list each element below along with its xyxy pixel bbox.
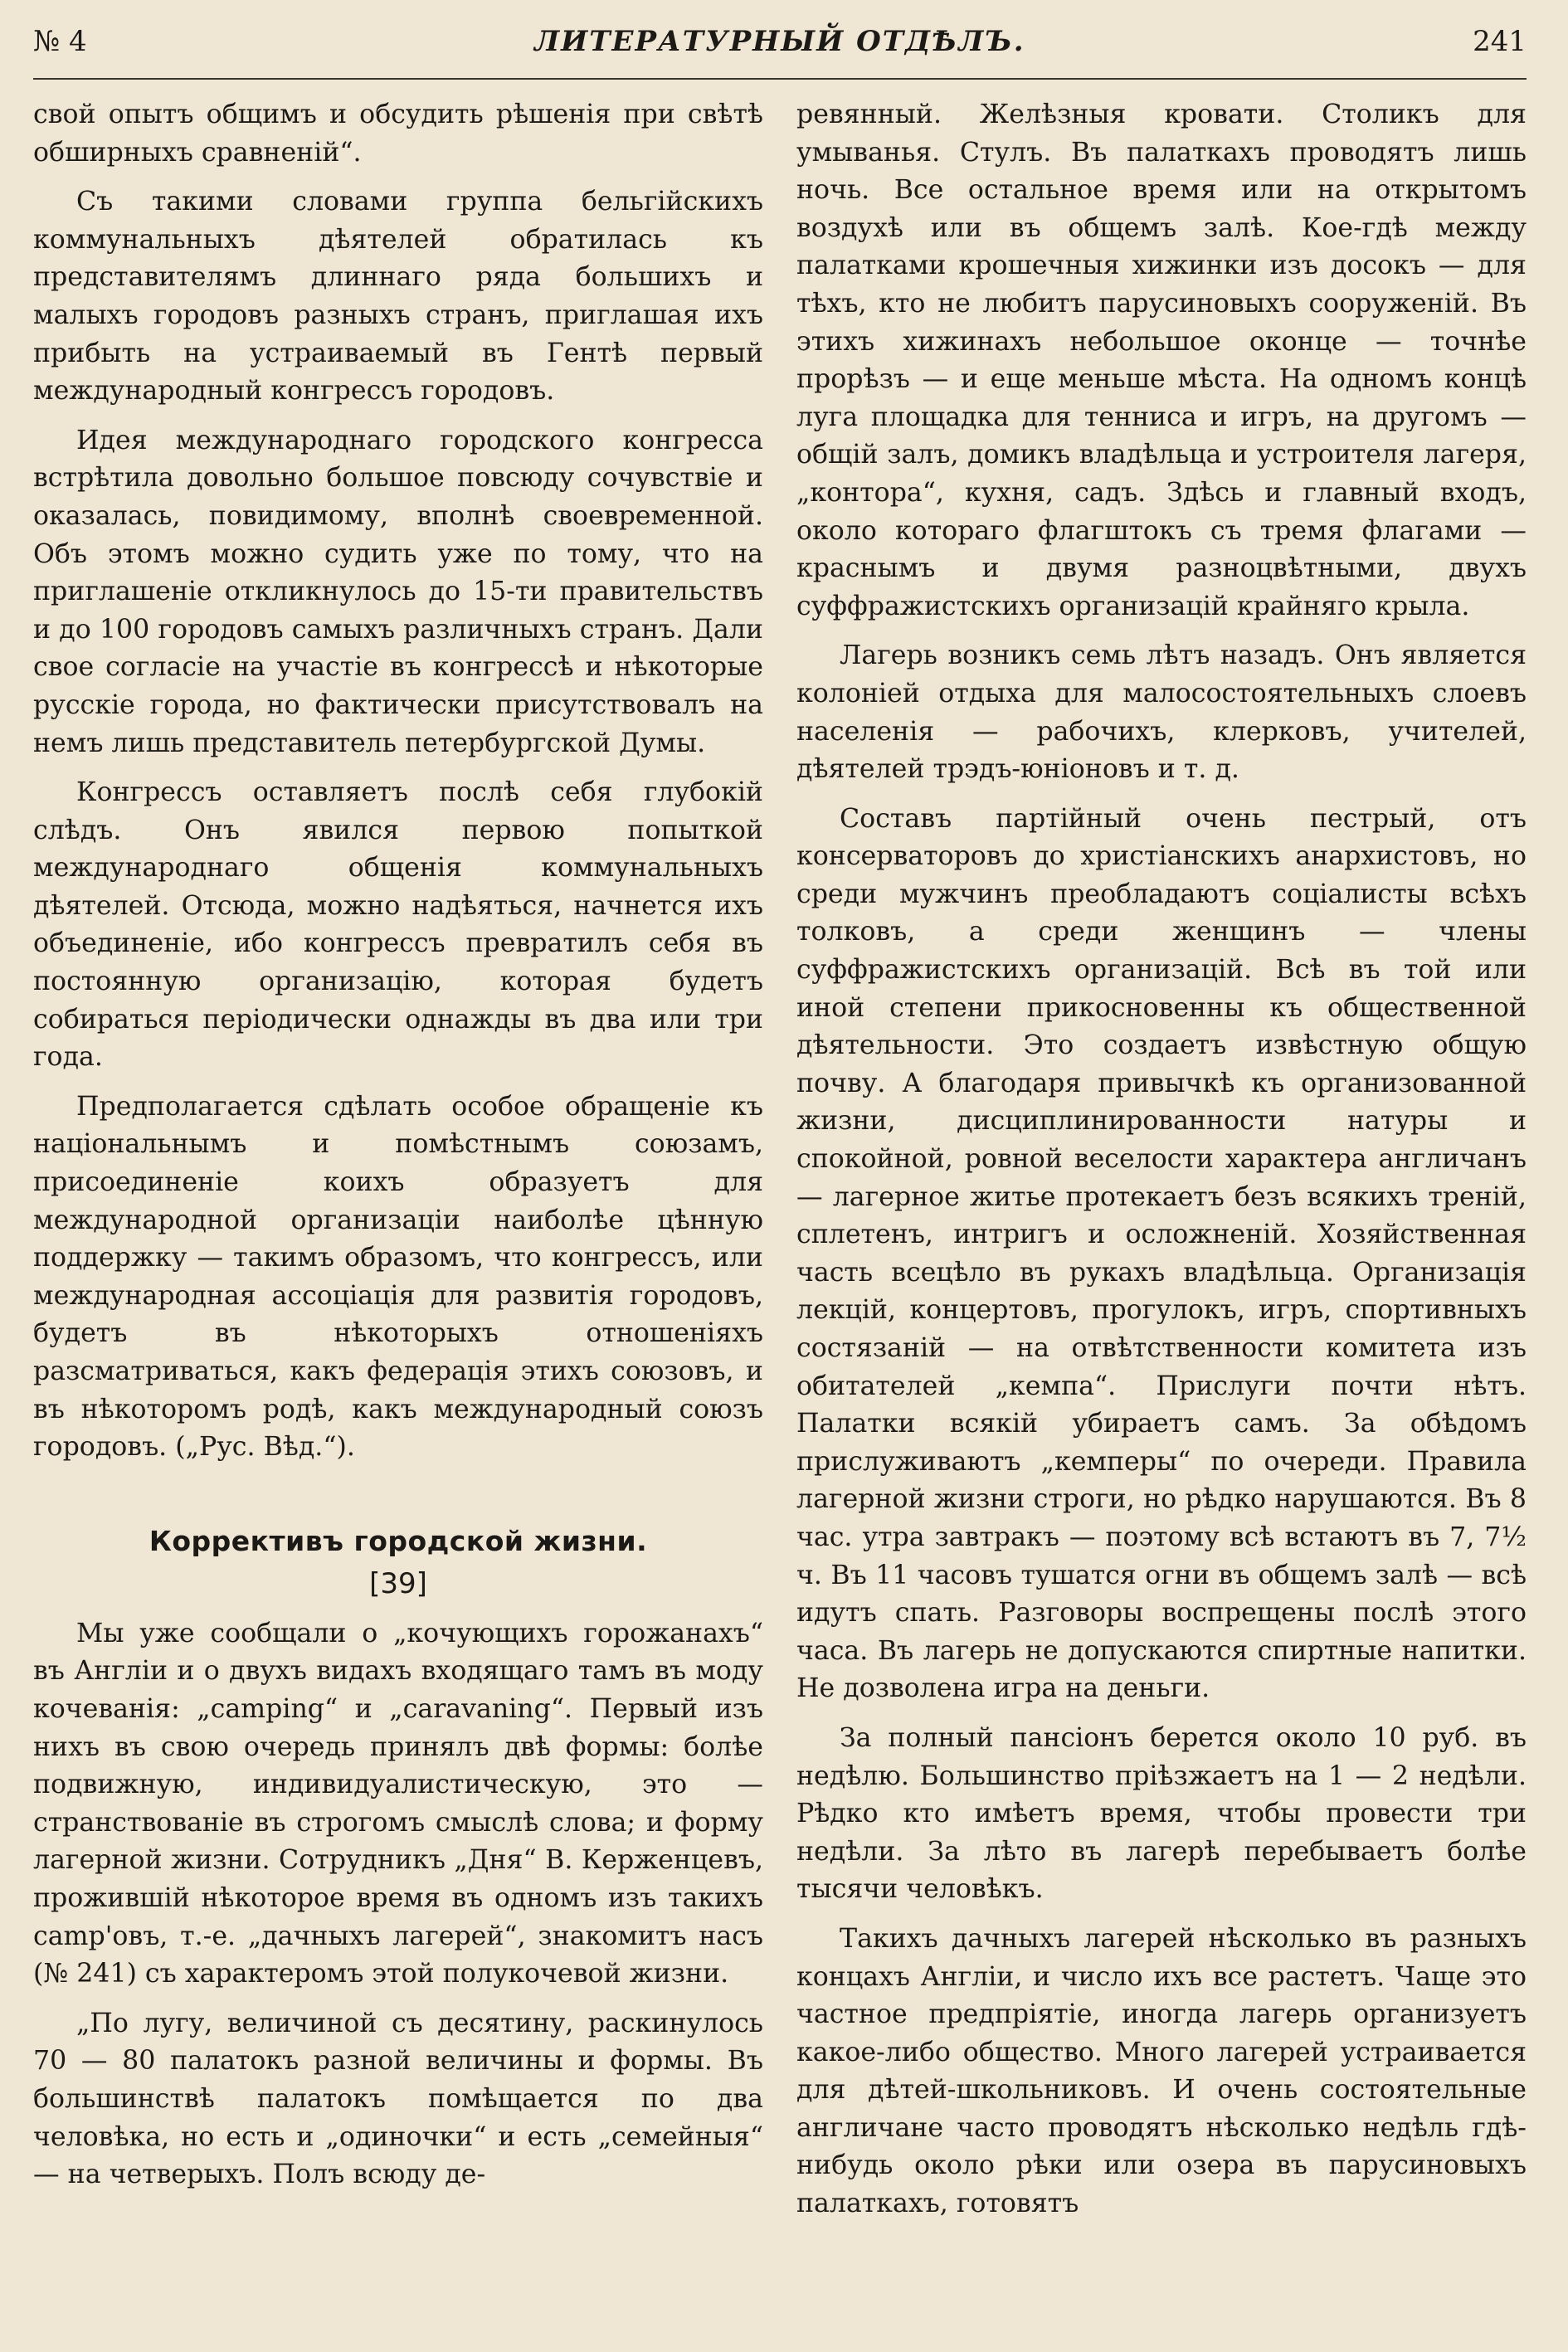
paragraph: За полный пансіонъ берется около 10 руб. въ недѣлю. Большинство пріѣзжаетъ на 1 — 2 недѣли. Рѣдко кто имѣетъ время, чтобы провести три недѣли. За лѣто въ лагерѣ перебываетъ болѣе тысячи человѣкъ. <box>796 1722 1527 1905</box>
paragraph: свой опытъ общимъ и обсудить рѣшенія при свѣтѣ обширныхъ сравненій“. <box>33 100 763 168</box>
paragraph: Составъ партійный очень пестрый, отъ консерваторовъ до христіанскихъ анархистовъ, но среди мужчинъ преобладаютъ соціалисты всѣхъ толковъ, а среди женщинъ — члены суффражистскихъ организацій. Всѣ въ той или иной степени прикосновенны къ общественной дѣятельности. Это создаетъ извѣстную общую почву. А благодаря привычкѣ къ организованной жизни, дисциплинированности натуры и спокойной, ровной веселости характера англичанъ — лагерное житье протекаетъ безъ всякихъ треній, сплетенъ, интригъ и осложненій. Хозяйственная часть всецѣло въ рукахъ владѣльца. Организація лекцій, концертовъ, прогулокъ, игръ, спортивныхъ состязаній — на отвѣтственности комитета изъ обитателей „кемпа“. Прислуги почти нѣтъ. Палатки всякій убираетъ самъ. За обѣдомъ прислуживаютъ „кемперы“ по очереди. Правила лагерной жизни строги, но рѣдко нарушаются. Въ 8 час. утра завтракъ — поэтому всѣ встаютъ въ 7, 7½ ч. Въ 11 часовъ тушатся огни въ общемъ залѣ — всѣ идутъ спать. Разговоры воспрещены послѣ этого часа. Въ лагерь не допускаются спиртные напитки. Не дозволена игра на деньги. <box>796 803 1527 1704</box>
paragraph: Лагерь возникъ семь лѣтъ назадъ. Онъ является колоніей отдыха для малосостоятельныхъ слоевъ населенія — рабочихъ, клерковъ, учителей, дѣятелей трэдъ-юніоновъ и т. д. <box>796 640 1527 785</box>
paragraph: „По лугу, величиной съ десятину, раскинулось 70 — 80 палатокъ разной величины и формы. Въ большинствѣ палатокъ помѣщается по два человѣка, но есть и „одиночки“ и есть „семейныя“ — на четверыхъ. Полъ всюду де- <box>33 2008 763 2190</box>
article-title: Коррективъ городской жизни. <box>149 1524 648 1557</box>
running-header <box>33 25 1527 80</box>
paragraph: ревянный. Желѣзныя кровати. Столикъ для умыванья. Стулъ. Въ палаткахъ проводятъ лишь ночь. Все остальное время или на открытомъ воздухѣ или въ общемъ залѣ. Кое-гдѣ между палатками крошечныя хижинки изъ досокъ — для тѣхъ, кто не любитъ парусиновыхъ сооруженій. Въ этихъ хижинахъ небольшое оконце — точнѣе прорѣзъ — и еще меньше мѣста. На одномъ концѣ луга площадка для тенниса и игръ, на другомъ — общій залъ, домикъ владѣльца и устроителя лагеря, „контора“, кухня, садъ. Здѣсь и главный входъ, около котораго флагштокъ съ тремя флагами — краснымъ и двумя разноцвѣтными, двухъ суффражистскихъ организацій крайняго крыла. <box>796 100 1527 621</box>
issue-number: № 4 <box>33 25 87 58</box>
paragraph: Идея международнаго городского конгресса встрѣтила довольно большое повсюду сочувствіе и оказалась, повидимому, вполнѣ своевременной. Объ этомъ можно судить уже по тому, что на приглашеніе откликнулось до 15-ти правительствъ и до 100 городовъ самыхъ различныхъ странъ. Дали свое согласіе на участіе въ конгрессѣ и нѣкоторые русскіе города, но фактически присутствовалъ на немъ лишь представитель петербургской Думы. <box>33 425 763 758</box>
paragraph: Съ такими словами группа бельгійскихъ коммунальныхъ дѣятелей обратилась къ представителямъ длиннаго ряда большихъ и малыхъ городовъ разныхъ странъ, приглашая ихъ прибыть на устраиваемый въ Гентѣ первый международный конгрессъ городовъ. <box>33 187 763 407</box>
article-number: [39] <box>369 1566 427 1600</box>
left-column <box>33 96 763 2235</box>
right-column <box>796 96 1527 2235</box>
text-columns <box>33 96 1527 2235</box>
paragraph: Мы уже сообщали о „кочующихъ горожанахъ“ въ Англіи и о двухъ видахъ входящаго тамъ въ моду кочеванія: „camping“ и „caravaning“. Первый изъ нихъ въ свою очередь принялъ двѣ формы: болѣе подвижную, индивидуалистическую, это — странствованіе въ строгомъ смыслѣ слова; и форму лагерной жизни. Сотрудникъ „Дня“ В. Керженцевъ, прожившій нѣкоторое время въ одномъ изъ такихъ camp'овъ, т.-е. „дачныхъ лагерей“, знакомитъ насъ (№ 241) съ характеромъ этой полукочевой жизни. <box>33 1618 763 1989</box>
paragraph: Такихъ дачныхъ лагерей нѣсколько въ разныхъ концахъ Англіи, и число ихъ все растетъ. Чаще это частное предпріятіе, иногда лагерь организуетъ какое-либо общество. Много лагерей устраивается для дѣтей-школьниковъ. И очень состоятельные англичане часто проводятъ нѣсколько недѣль гдѣ-нибудь около рѣки или озера въ парусиновыхъ палаткахъ, готовятъ <box>796 1923 1527 2219</box>
paragraph: Предполагается сдѣлать особое обращеніе къ національнымъ и помѣстнымъ союзамъ, присоединеніе коихъ образуетъ для международной организаціи наиболѣе цѣнную поддержку — такимъ образомъ, что конгрессъ, или международная ассоціація для развитія городовъ, будетъ въ нѣкоторыхъ отношеніяхъ разсматриваться, какъ федерація этихъ союзовъ, и въ нѣкоторомъ родѣ, какъ международный союзъ городовъ. („Рус. Вѣд.“). <box>33 1091 763 1463</box>
page-number: 241 <box>1473 25 1527 58</box>
section-header-title: ЛИТЕРАТУРНЫЙ ОТДѢЛЪ. <box>534 25 1025 58</box>
paragraph: Конгрессъ оставляетъ послѣ себя глубокій слѣдъ. Онъ явился первою попыткой международнаго общенія коммунальныхъ дѣятелей. Отсюда, можно надѣяться, начнется ихъ объединеніе, ибо конгрессъ превратилъ себя въ постоянную организацію, которая будетъ собираться періодически однажды въ два или три года. <box>33 777 763 1073</box>
